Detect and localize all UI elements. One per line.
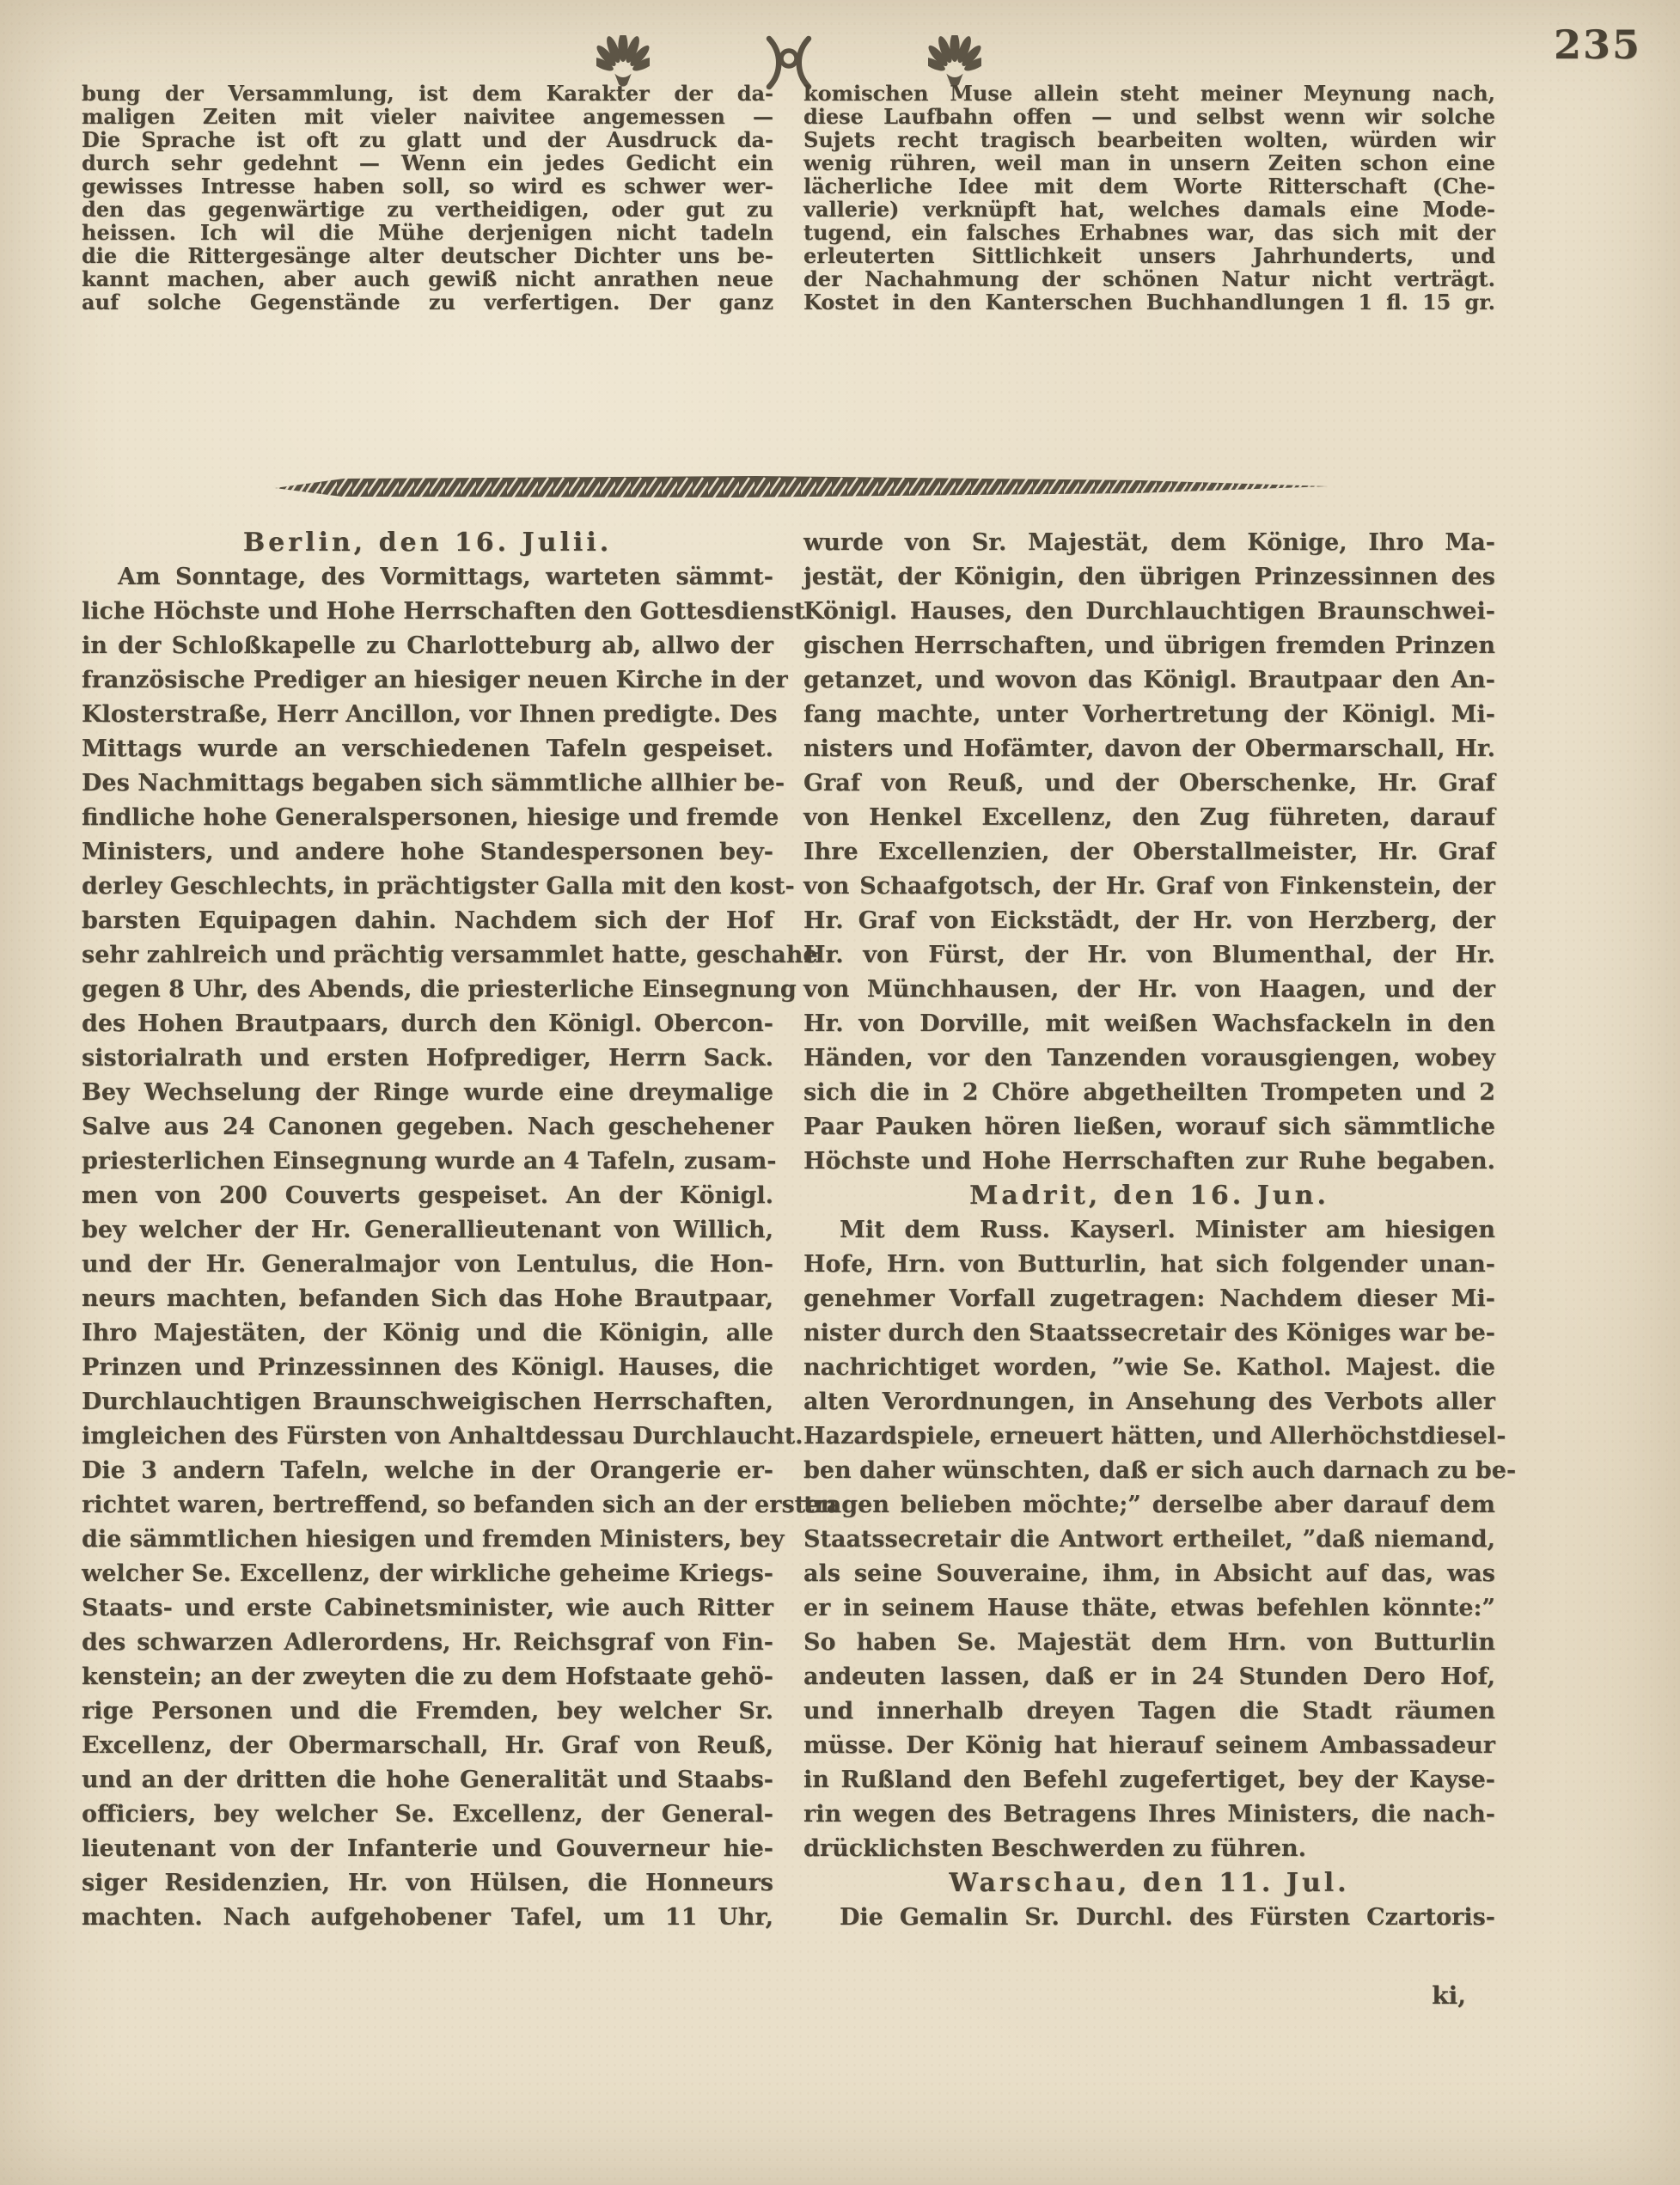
text-line: Staatssecretair die Antwort ertheilet, ”daß niemand, bbox=[803, 1526, 1495, 1553]
text-line: Excellenz, der Obermarschall, Hr. Graf von Reuß, bbox=[82, 1732, 773, 1759]
text-line: gegen 8 Uhr, des Abends, die priesterliche Einsegnung bbox=[82, 976, 797, 1003]
text-line: auf solche Gegenstände zu verfertigen. Der ganz bbox=[82, 290, 773, 314]
news-left-column bbox=[82, 526, 837, 1935]
text-line: Bey Wechselung der Ringe wurde eine dreymalige bbox=[82, 1079, 773, 1106]
ornamental-rule bbox=[275, 473, 1328, 502]
text-line: den das gegenwärtige zu vertheidigen, oder gut zu bbox=[82, 197, 773, 222]
text-line: findliche hohe Generalspersonen, hiesige und fremde bbox=[82, 804, 779, 831]
text-line: rige Personen und die Fremden, bey welcher Sr. bbox=[82, 1698, 773, 1724]
text-line: die sämmtlichen hiesigen und fremden Ministers, bey bbox=[82, 1526, 785, 1553]
dateline-heading: Warschau, den 11. Jul. bbox=[949, 1868, 1350, 1898]
text-line: komischen Muse allein steht meiner Meynung nach, bbox=[803, 81, 1495, 106]
text-line: Die 3 andern Tafeln, welche in der Orangerie er- bbox=[82, 1457, 773, 1484]
text-line: tugend, ein falsches Erhabnes war, das sich mit der bbox=[803, 220, 1495, 245]
text-line: französische Prediger an hiesiger neuen Kirche in der bbox=[82, 667, 788, 693]
text-line: Mittags wurde an verschiedenen Tafeln gespeiset. bbox=[82, 735, 773, 762]
dateline-heading: Madrit, den 16. Jun. bbox=[969, 1181, 1329, 1211]
text-line: men von 200 Couverts gespeiset. An der Königl. bbox=[82, 1182, 773, 1209]
text-line: barsten Equipagen dahin. Nachdem sich der Hof bbox=[82, 907, 773, 934]
text-line: bey welcher der Hr. Generallieutenant von Willich, bbox=[82, 1217, 773, 1243]
text-line: fang machte, unter Vorhertretung der Königl. Mi- bbox=[803, 701, 1495, 728]
text-line: Ministers, und andere hohe Standespersonen bey- bbox=[82, 839, 773, 865]
text-line: derley Geschlechts, in prächtigster Galla mit den kost- bbox=[82, 873, 795, 900]
paragraph bbox=[803, 1213, 1517, 1866]
text-line: jestät, der Königin, den übrigen Prinzessinnen des bbox=[803, 564, 1495, 590]
text-line: siger Residenzien, Hr. von Hülsen, die Honneurs bbox=[82, 1870, 773, 1896]
paragraph bbox=[803, 82, 1495, 314]
text-line: wenig rühren, weil man in unsern Zeiten schon eine bbox=[803, 150, 1495, 175]
text-line: machten. Nach aufgehobener Tafel, um 11 Uhr, bbox=[82, 1904, 773, 1931]
text-line: Mit dem Russ. Kayserl. Minister am hiesigen bbox=[840, 1217, 1495, 1243]
paragraph bbox=[82, 560, 837, 1935]
text-line: welcher Se. Excellenz, der wirkliche geheime Kriegs- bbox=[82, 1560, 773, 1587]
text-line: sich die in 2 Chöre abgetheilten Trompeten und 2 bbox=[803, 1079, 1495, 1106]
text-line: heissen. Ich wil die Mühe derjenigen nicht tadeln bbox=[82, 220, 773, 245]
text-line: drücklichsten Beschwerden zu führen. bbox=[803, 1835, 1307, 1862]
text-line: durch sehr gedehnt — Wenn ein jedes Gedicht ein bbox=[82, 150, 773, 175]
text-line: Am Sonntage, des Vormittags, warteten sämmt- bbox=[118, 564, 773, 590]
text-line: von Münchhausen, der Hr. von Haagen, und der bbox=[803, 976, 1495, 1003]
page-number: 235 bbox=[1553, 21, 1641, 68]
text-line: alten Verordnungen, in Ansehung des Verbots aller bbox=[803, 1389, 1495, 1415]
text-line: in der Schloßkapelle zu Charlotteburg ab, allwo der bbox=[82, 632, 773, 659]
text-line: er in seinem Hause thäte, etwas befehlen könnte:” bbox=[803, 1595, 1495, 1621]
text-line: Staats- und erste Cabinetsminister, wie auch Ritter bbox=[82, 1595, 773, 1621]
paragraph bbox=[803, 526, 1495, 1179]
text-line: Hofe, Hrn. von Butturlin, hat sich folgender unan- bbox=[803, 1251, 1495, 1278]
text-line: officiers, bey welcher Se. Excellenz, der General- bbox=[82, 1801, 773, 1828]
dateline-heading: Berlin, den 16. Julii. bbox=[242, 528, 613, 558]
top-article-left-column bbox=[82, 82, 773, 314]
text-line: Prinzen und Prinzessinnen des Königl. Hauses, die bbox=[82, 1354, 773, 1381]
top-article-right-column bbox=[803, 82, 1495, 314]
text-line: Hr. von Dorville, mit weißen Wachsfackeln in den bbox=[803, 1010, 1495, 1037]
text-line: und innerhalb dreyen Tagen die Stadt räumen bbox=[803, 1698, 1495, 1724]
text-line: und an der dritten die hohe Generalität und Staabs- bbox=[82, 1767, 773, 1793]
top-article bbox=[82, 82, 1495, 314]
text-line: gewisses Intresse haben soll, so wird es schwer wer- bbox=[82, 174, 773, 198]
paragraph bbox=[803, 1901, 1495, 1935]
text-line: liche Höchste und Hohe Herrschaften den Gottesdienst bbox=[82, 598, 805, 625]
text-line: die die Rittergesänge alter deutscher Dichter uns be- bbox=[82, 243, 773, 268]
text-line: So haben Se. Majestät dem Hrn. von Butturlin bbox=[803, 1629, 1495, 1656]
text-line: Paar Pauken hören ließen, worauf sich sämmtliche bbox=[803, 1114, 1495, 1140]
text-line: des Hohen Brautpaars, durch den Königl. Obercon- bbox=[82, 1010, 773, 1037]
text-line: Händen, vor den Tanzenden vorausgiengen, wobey bbox=[803, 1045, 1495, 1071]
news-section bbox=[82, 526, 1517, 1935]
text-line: Die Sprache ist oft zu glatt und der Ausdruck da- bbox=[82, 127, 773, 152]
text-line: in Rußland den Befehl zugefertiget, bey der Kayse- bbox=[803, 1767, 1495, 1793]
text-line: nisters und Hofämter, davon der Obermarschall, Hr. bbox=[803, 735, 1495, 762]
text-line: rin wegen des Betragens Ihres Ministers, die nach- bbox=[803, 1801, 1495, 1828]
text-line: bung der Versammlung, ist dem Karakter der da- bbox=[82, 81, 773, 106]
text-line: der Nachahmung der schönen Natur nicht verträgt. bbox=[803, 266, 1495, 291]
text-line: sistorialrath und ersten Hofprediger, Herrn Sack. bbox=[82, 1045, 773, 1071]
text-line: Kostet in den Kanterschen Buchhandlungen 1 fl. 15 gr. bbox=[803, 290, 1495, 314]
text-line: Ihre Excellenzien, der Oberstallmeister, Hr. Graf bbox=[803, 839, 1495, 865]
text-line: erleuterten Sittlichkeit unsers Jahrhunderts, und bbox=[803, 243, 1495, 268]
text-line: von Schaafgotsch, der Hr. Graf von Finkenstein, der bbox=[803, 873, 1495, 900]
text-line: vallerie) verknüpft hat, welches damals eine Mode- bbox=[803, 197, 1495, 222]
text-line: lieutenant von der Infanterie und Gouverneur hie- bbox=[82, 1835, 773, 1862]
text-line: diese Laufbahn offen — und selbst wenn wir solche bbox=[803, 104, 1495, 129]
text-line: genehmer Vorfall zugetragen: Nachdem dieser Mi- bbox=[803, 1285, 1495, 1312]
text-line: Höchste und Hohe Herrschaften zur Ruhe begaben. bbox=[803, 1148, 1495, 1175]
text-line: ben daher wünschten, daß er sich auch darnach zu be- bbox=[803, 1457, 1517, 1484]
text-line: neurs machten, befanden Sich das Hohe Brautpaar, bbox=[82, 1285, 773, 1312]
text-line: nachrichtiget worden, ”wie Se. Kathol. Majest. die bbox=[803, 1354, 1495, 1381]
text-line: Durchlauchtigen Braunschweigischen Herrschaften, bbox=[82, 1389, 773, 1415]
text-line: Ihro Majestäten, der König und die Königin, alle bbox=[82, 1320, 773, 1346]
text-line: lächerliche Idee mit dem Worte Ritterschaft (Che- bbox=[803, 174, 1495, 198]
text-line: maligen Zeiten mit vieler naivitee angemessen — bbox=[82, 104, 773, 129]
text-line: Klosterstraße, Herr Ancillon, vor Ihnen predigte. Des bbox=[82, 701, 778, 728]
text-line: Graf von Reuß, und der Oberschenke, Hr. Graf bbox=[803, 770, 1495, 796]
text-line: kannt machen, aber auch gewiß nicht anrathen neue bbox=[82, 266, 773, 291]
text-line: Salve aus 24 Canonen gegeben. Nach geschehener bbox=[82, 1114, 773, 1140]
catchword: ki, bbox=[1432, 1981, 1466, 2010]
text-line: Königl. Hauses, den Durchlauchtigen Braunschwei- bbox=[803, 598, 1495, 625]
text-line: des schwarzen Adlerordens, Hr. Reichsgraf von Fin- bbox=[82, 1629, 773, 1656]
text-line: nister durch den Staatssecretair des Königes war be- bbox=[803, 1320, 1495, 1346]
text-line: tragen belieben möchte;” derselbe aber darauf dem bbox=[803, 1492, 1495, 1518]
text-line: und der Hr. Generalmajor von Lentulus, die Hon- bbox=[82, 1251, 773, 1278]
text-line: als seine Souveraine, ihm, in Absicht auf das, was bbox=[803, 1560, 1495, 1587]
text-line: Des Nachmittags begaben sich sämmtliche allhier be- bbox=[82, 770, 785, 796]
news-right-column bbox=[803, 526, 1517, 1935]
text-line: Die Gemalin Sr. Durchl. des Fürsten Czartoris- bbox=[840, 1904, 1495, 1931]
text-line: getanzet, und wovon das Königl. Brautpaar den An- bbox=[803, 667, 1495, 693]
text-line: andeuten lassen, daß er in 24 Stunden Dero Hof, bbox=[803, 1663, 1495, 1690]
text-line: sehr zahlreich und prächtig versammlet hatte, geschahe bbox=[82, 942, 818, 968]
text-line: Hazardspiele, erneuert hätten, und Allerhöchstdiesel- bbox=[803, 1423, 1506, 1450]
text-line: wurde von Sr. Majestät, dem Könige, Ihro Ma- bbox=[803, 529, 1495, 556]
paragraph bbox=[82, 82, 773, 314]
text-line: Hr. Graf von Eickstädt, der Hr. von Herzberg, der bbox=[803, 907, 1495, 934]
text-line: müsse. Der König hat hierauf seinem Ambassadeur bbox=[803, 1732, 1495, 1759]
text-line: richtet waren, bertreffend, so befanden sich an der ersten bbox=[82, 1492, 837, 1518]
text-line: Hr. von Fürst, der Hr. von Blumenthal, der Hr. bbox=[803, 942, 1495, 968]
text-line: von Henkel Excellenz, den Zug führeten, darauf bbox=[803, 804, 1495, 831]
text-line: priesterlichen Einsegnung wurde an 4 Tafeln, zusam- bbox=[82, 1148, 777, 1175]
text-line: imgleichen des Fürsten von Anhaltdessau Durchlaucht. bbox=[82, 1423, 803, 1450]
text-line: gischen Herrschaften, und übrigen fremden Prinzen bbox=[803, 632, 1495, 659]
text-line: kenstein; an der zweyten die zu dem Hofstaate gehö- bbox=[82, 1663, 773, 1690]
text-line: Sujets recht tragisch bearbeiten wolten, würden wir bbox=[803, 127, 1495, 152]
